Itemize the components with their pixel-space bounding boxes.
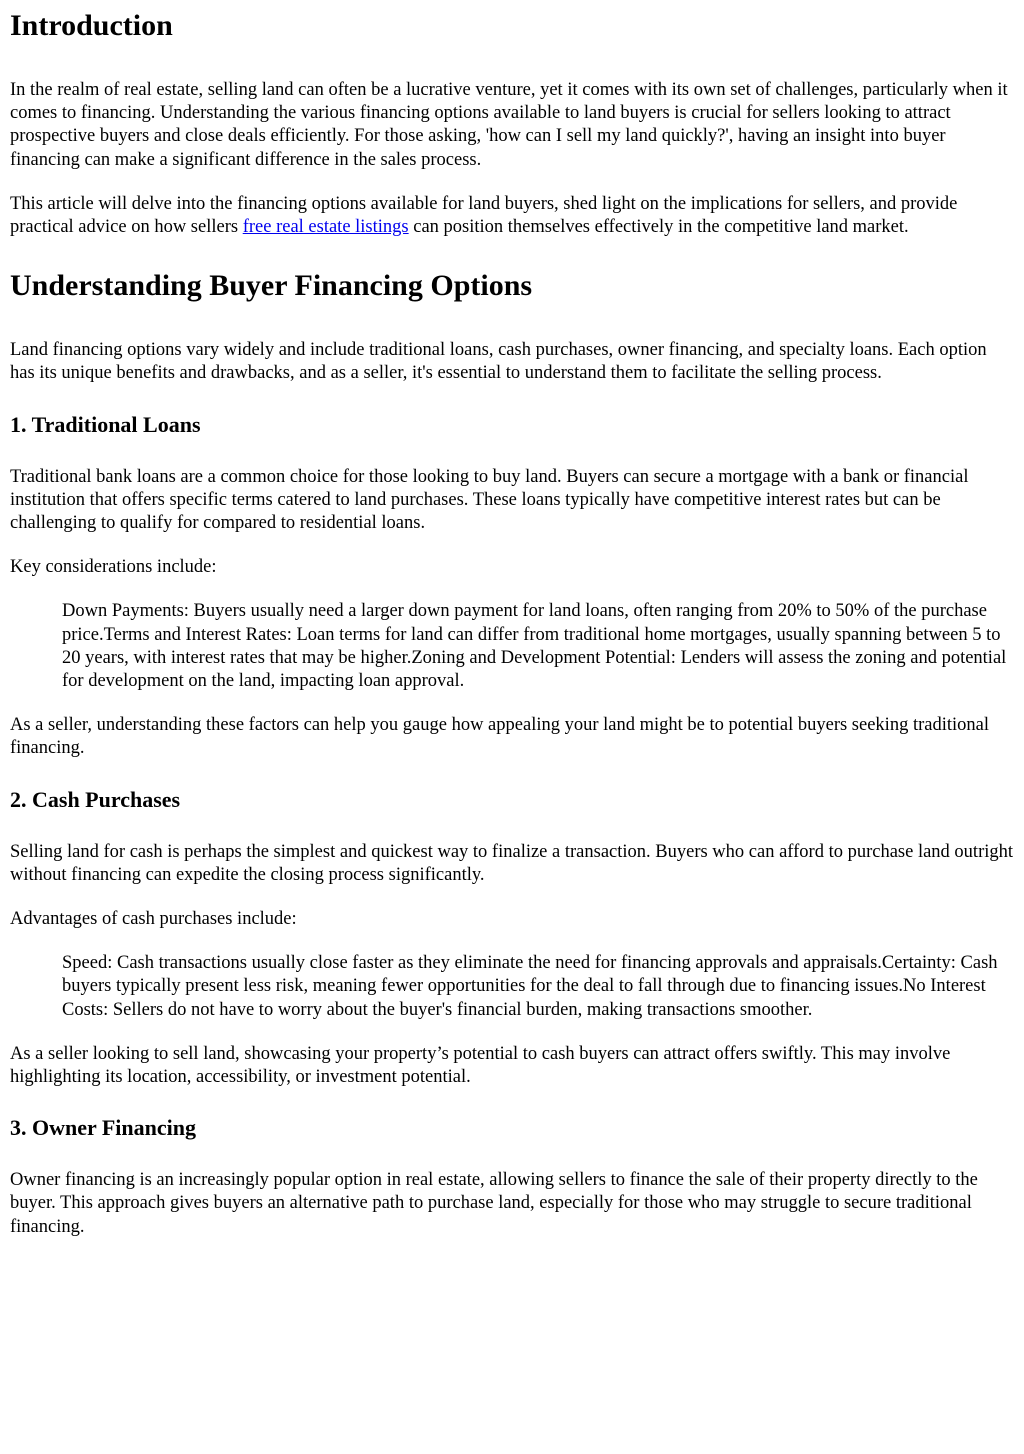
cash-paragraph-2: Advantages of cash purchases include:	[10, 909, 297, 930]
traditional-paragraph-2: Key considerations include:	[10, 557, 217, 578]
intro-paragraph-2-text-after: can position themselves effectively in the competitive land market.	[408, 217, 909, 238]
traditional-paragraph-3: As a seller, understanding these factors can help you gauge how appealing your land might be to potential buyers seeking traditional financing.	[10, 715, 989, 759]
article	[0, 8, 1024, 1239]
cash-advantages-quote: Speed: Cash transactions usually close faster as they eliminate the need for financing approvals and appraisals.Certainty: Cash buyers typically present less risk, meaning fewer opportunities for the deal to fall through due to financing issues.No Interest Costs: Sellers do not have to worry about the buyer's financial burden, making transactions smoother.	[62, 953, 998, 1020]
heading-traditional-loans: 1. Traditional Loans	[10, 411, 201, 437]
cash-paragraph-1: Selling land for cash is perhaps the simplest and quickest way to finalize a transaction. Buyers who can afford to purchase land outright without financing can expedite the closing process significantly.	[10, 841, 1014, 885]
cash-paragraph-3: As a seller looking to sell land, showcasing your property’s potential to cash buyers can attract offers swiftly. This may involve highlighting its location, accessibility, or investment potential.	[10, 1043, 951, 1088]
intro-paragraph-2-text-before: This article will delve into the financing options available for land buyers, shed light on the implications for sellers, and provide practical advice on how sellers	[10, 193, 958, 238]
heading-owner-financing: 3. Owner Financing	[10, 1115, 197, 1141]
traditional-paragraph-1: Traditional bank loans are a common choice for those looking to buy land. Buyers can secure a mortgage with a bank or financial institution that offers specific terms catered to land purchases. These loans typically have competitive interest rates but can be challenging to qualify for compared to residential loans.	[10, 466, 969, 534]
traditional-considerations-quote: Down Payments: Buyers usually need a larger down payment for land loans, often ranging from 20% to 50% of the purchase price.Terms and Interest Rates: Loan terms for land can differ from traditional home mortgages, usually spanning between 5 to 20 years, with interest rates that may be higher.Zoning and Development Potential: Lenders will assess the zoning and potential for development on the land, impacting loan approval.	[62, 601, 1007, 692]
heading-buyer-financing: Understanding Buyer Financing Options	[10, 269, 533, 303]
heading-introduction: Introduction	[10, 9, 173, 42]
financing-paragraph: Land financing options vary widely and include traditional loans, cash purchases, owner financing, and specialty loans. Each option has its unique benefits and drawbacks, and as a seller, it's essential to understand them to facilitate the selling process.	[10, 340, 987, 384]
heading-cash-purchases: 2. Cash Purchases	[10, 786, 181, 812]
owner-paragraph-1: Owner financing is an increasingly popular option in real estate, allowing sellers to finance the sale of their property directly to the buyer. This approach gives buyers an alternative path to purchase land, especially for those who may struggle to secure traditional financing.	[10, 1170, 978, 1237]
intro-paragraph-2	[10, 193, 1014, 239]
intro-paragraph-1: In the realm of real estate, selling land can often be a lucrative venture, yet it comes with its own set of challenges, particularly when it comes to financing. Understanding the various financing options available to land buyers is crucial for sellers looking to attract prospective buyers and close deals efficiently. For those asking, 'how can I sell my land quickly?', having an insight into buyer financing can make a significant difference in the sales process.	[10, 80, 1008, 170]
free-listings-link[interactable]: free real estate listings	[242, 217, 409, 238]
